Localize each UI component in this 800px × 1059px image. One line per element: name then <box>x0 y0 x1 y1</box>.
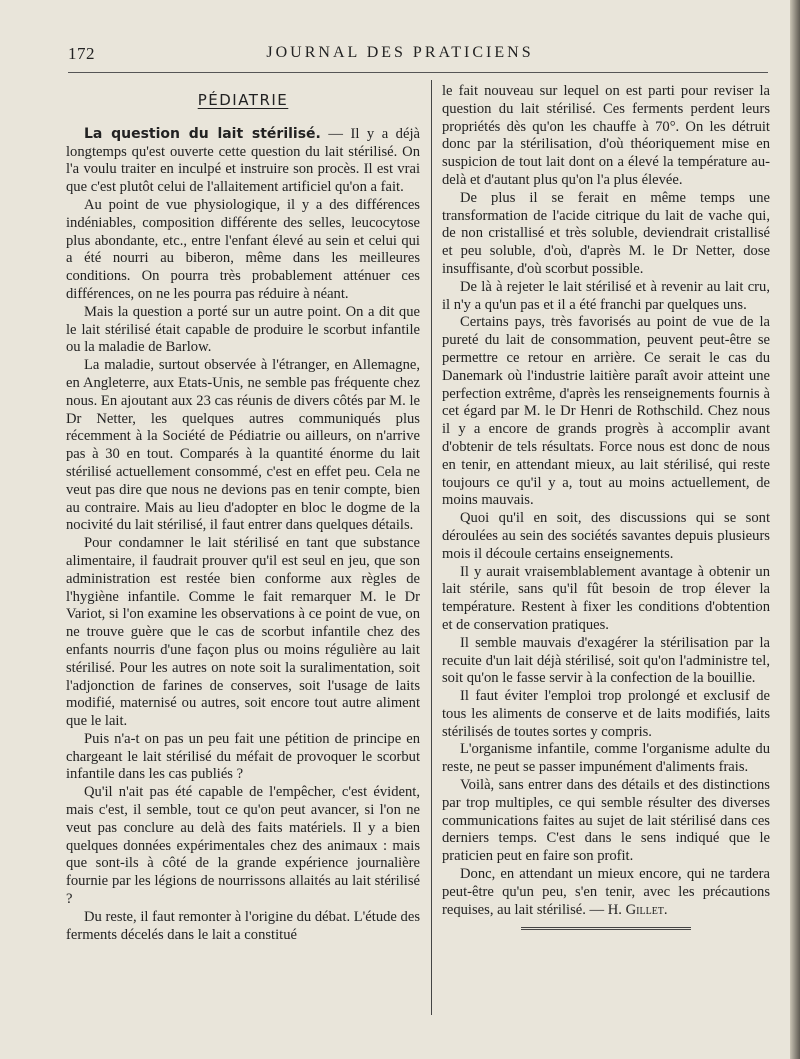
paragraph: Qu'il n'ait pas été capable de l'empêcher, c'est évident, mais c'est, il semble, tout ce qu'on peut avancer, si l'on ne veut pas conclure au delà des faits matériels. Il y a bien quelques données expérimentales chez des animaux : mais que sont-ils à côté de la grande expérience journalière fournie par les légions de nourrissons allaités au lait stérilisé ? <box>66 784 420 908</box>
paragraph: De plus il se ferait en même temps une transformation de l'acide citrique du lait de vache qui, de non cristallisé et très soluble, deviendrait cristallisé et peu soluble, d'où, d'après M. le Dr Netter, dose insuffisante, d'où scorbut possible. <box>442 189 770 277</box>
paragraph: Au point de vue physiologique, il y a des différences indéniables, composition différente des selles, leucocytose plus abondante, etc., entre l'enfant élevé au sein et celui qui a été nourri au biberon, même dans les meilleures conditions. On pourra très probablement atténuer ces différences, on ne les pourra pas réduire à néant. <box>66 196 420 302</box>
page-number: 172 <box>68 44 95 63</box>
author-signature: H. Gillet. <box>607 901 668 918</box>
paragraph-lead <box>66 126 420 197</box>
right-column <box>442 83 770 930</box>
paragraph: Du reste, il faut remonter à l'origine du débat. L'étude des ferments décelés dans le lait a constitué <box>66 908 420 943</box>
paragraph-text: — Il y a déjà longtemps qu'est ouverte cette question du lait stérilisé. On l'a voulu traiter en inculpé et instruire son procès. Il est vrai que c'est plutôt celui de l'allaitement artificiel qu'on a fait. <box>66 125 420 196</box>
paragraph: Voilà, sans entrer dans des détails et des distinctions par trop multiples, ce qui semble résulter des diverses communications faites au sujet de lait stérilisé dans ces derniers temps. C'est dans le sens indiqué que le praticien peut en faire son profit. <box>442 777 770 865</box>
end-rule <box>521 927 691 930</box>
article-lead-title: La question du lait stérilisé. <box>84 125 321 142</box>
paragraph: Mais la question a porté sur un autre point. On a dit que le lait stérilisé était capable de produire le scorbut infantile ou la maladie de Barlow. <box>66 303 420 356</box>
paragraph: L'organisme infantile, comme l'organisme adulte du reste, ne peut se passer impunément d'aliments frais. <box>442 741 770 776</box>
paragraph-text: Donc, en attendant un mieux encore, qui ne tardera peut-être qu'un peu, s'en tenir, avec les précautions requises, au lait stérilisé. — <box>442 866 770 918</box>
paragraph: De là à rejeter le lait stérilisé et à revenir au lait cru, il n'y a qu'un pas et il a été franchi par quelques uns. <box>442 278 770 313</box>
paragraph-final <box>442 866 770 919</box>
paragraph: Puis n'a-t on pas un peu fait une pétition de principe en chargeant le lait stérilisé du méfait de provoquer le scorbut infantile dans les cas publiés ? <box>66 730 420 783</box>
left-column <box>66 92 420 944</box>
paragraph: Il faut éviter l'emploi trop prolongé et exclusif de tous les aliments de conserve et de laits modifiés, laits stérilisés de toutes sortes y compris. <box>442 688 770 740</box>
column-divider <box>431 80 432 1015</box>
paragraph: Il semble mauvais d'exagérer la stérilisation par la recuite d'un lait déjà stérilisé, soit qu'on l'administre tel, soit qu'on le fasse servir à la confection de la bouillie. <box>442 634 770 687</box>
paragraph: Pour condamner le lait stérilisé en tant que substance alimentaire, il faudrait prouver qu'il est seul en jeu, que son administration est restée bien conforme aux règles de l'hygiène infantile. Comme le fait remarquer M. le Dr Variot, si l'on examine les observations à ce point de vue, on ne trouve guère que le cas de scorbut infantile chez des enfants nourris d'une façon plus ou moins régulière au lait stérilisé. Pour les autres on note soit la suralimentation, soit l'adjonction de farines de conserves, soit l'usage de laits modifié, maternisé ou autres, soit encore tout autre aliment que le lait. <box>66 535 420 730</box>
paragraph-continued: le fait nouveau sur lequel on est parti pour reviser la question du lait stérilisé. Ces ferments perdent leurs propriétés dès qu'on les chauffe à 70°. On les détruit donc par la stérilisation, d'où théoriquement mise en suspicion de tout lait dont on a élevé la température au-delà et d'autant plus qu'on l'a plus élevée. <box>442 83 770 188</box>
page-edge-shadow <box>790 0 800 1059</box>
paragraph: Certains pays, très favorisés au point de vue de la pureté du lait de consommation, peuvent peut-être se permettre ce retour en arrière. Ce serait le cas du Danemark où l'industrie laitière paraît avoir atteint une perfection extrême, d'après les renseignements fournis à cet égard par M. le Dr Henri de Rothschild. Chez nous il y a encore de grands progrès à accomplir avant d'obtenir de tels résultats. Force nous est donc de nous en tenir, en attendant mieux, au lait stérilisé, qui reste toujours ce qu'il y a, tout au moins actuellement, de moins mauvais. <box>442 314 770 509</box>
header-rule <box>68 72 768 73</box>
section-title: PÉDIATRIE <box>197 91 289 109</box>
paragraph: Quoi qu'il en soit, des discussions qui se sont déroulées au sein des sociétés savantes depuis plusieurs mois il découle certains enseignements. <box>442 510 770 562</box>
running-title: JOURNAL DES PRATICIENS <box>266 44 534 61</box>
paragraph: Il y aurait vraisemblablement avantage à obtenir un lait stérile, sans qu'il fût besoin de trop élever la température. Restent à fixer les conditions d'obtention et de conservation pratiques. <box>442 563 770 633</box>
paragraph: La maladie, surtout observée à l'étranger, en Allemagne, en Angleterre, aux Etats-Unis, ne semble pas fréquente chez nous. En ajoutant aux 23 cas réunis de divers côtés par M. le Dr Netter, les quelques autres communiqués plus récemment à la Société de Pédiatrie ou ailleurs, on n'arrive pas à 30 en tout. Comparés à la quantité énorme du lait stérilisé actuellement consommé, c'est en effet peu. Cela ne veut pas dire que nous ne devions pas en tenir compte, bien au contraire. Mais au lieu d'adopter en bloc le dogme de la nocivité du lait stérilisé, il faut entrer dans quelques détails. <box>66 357 420 534</box>
